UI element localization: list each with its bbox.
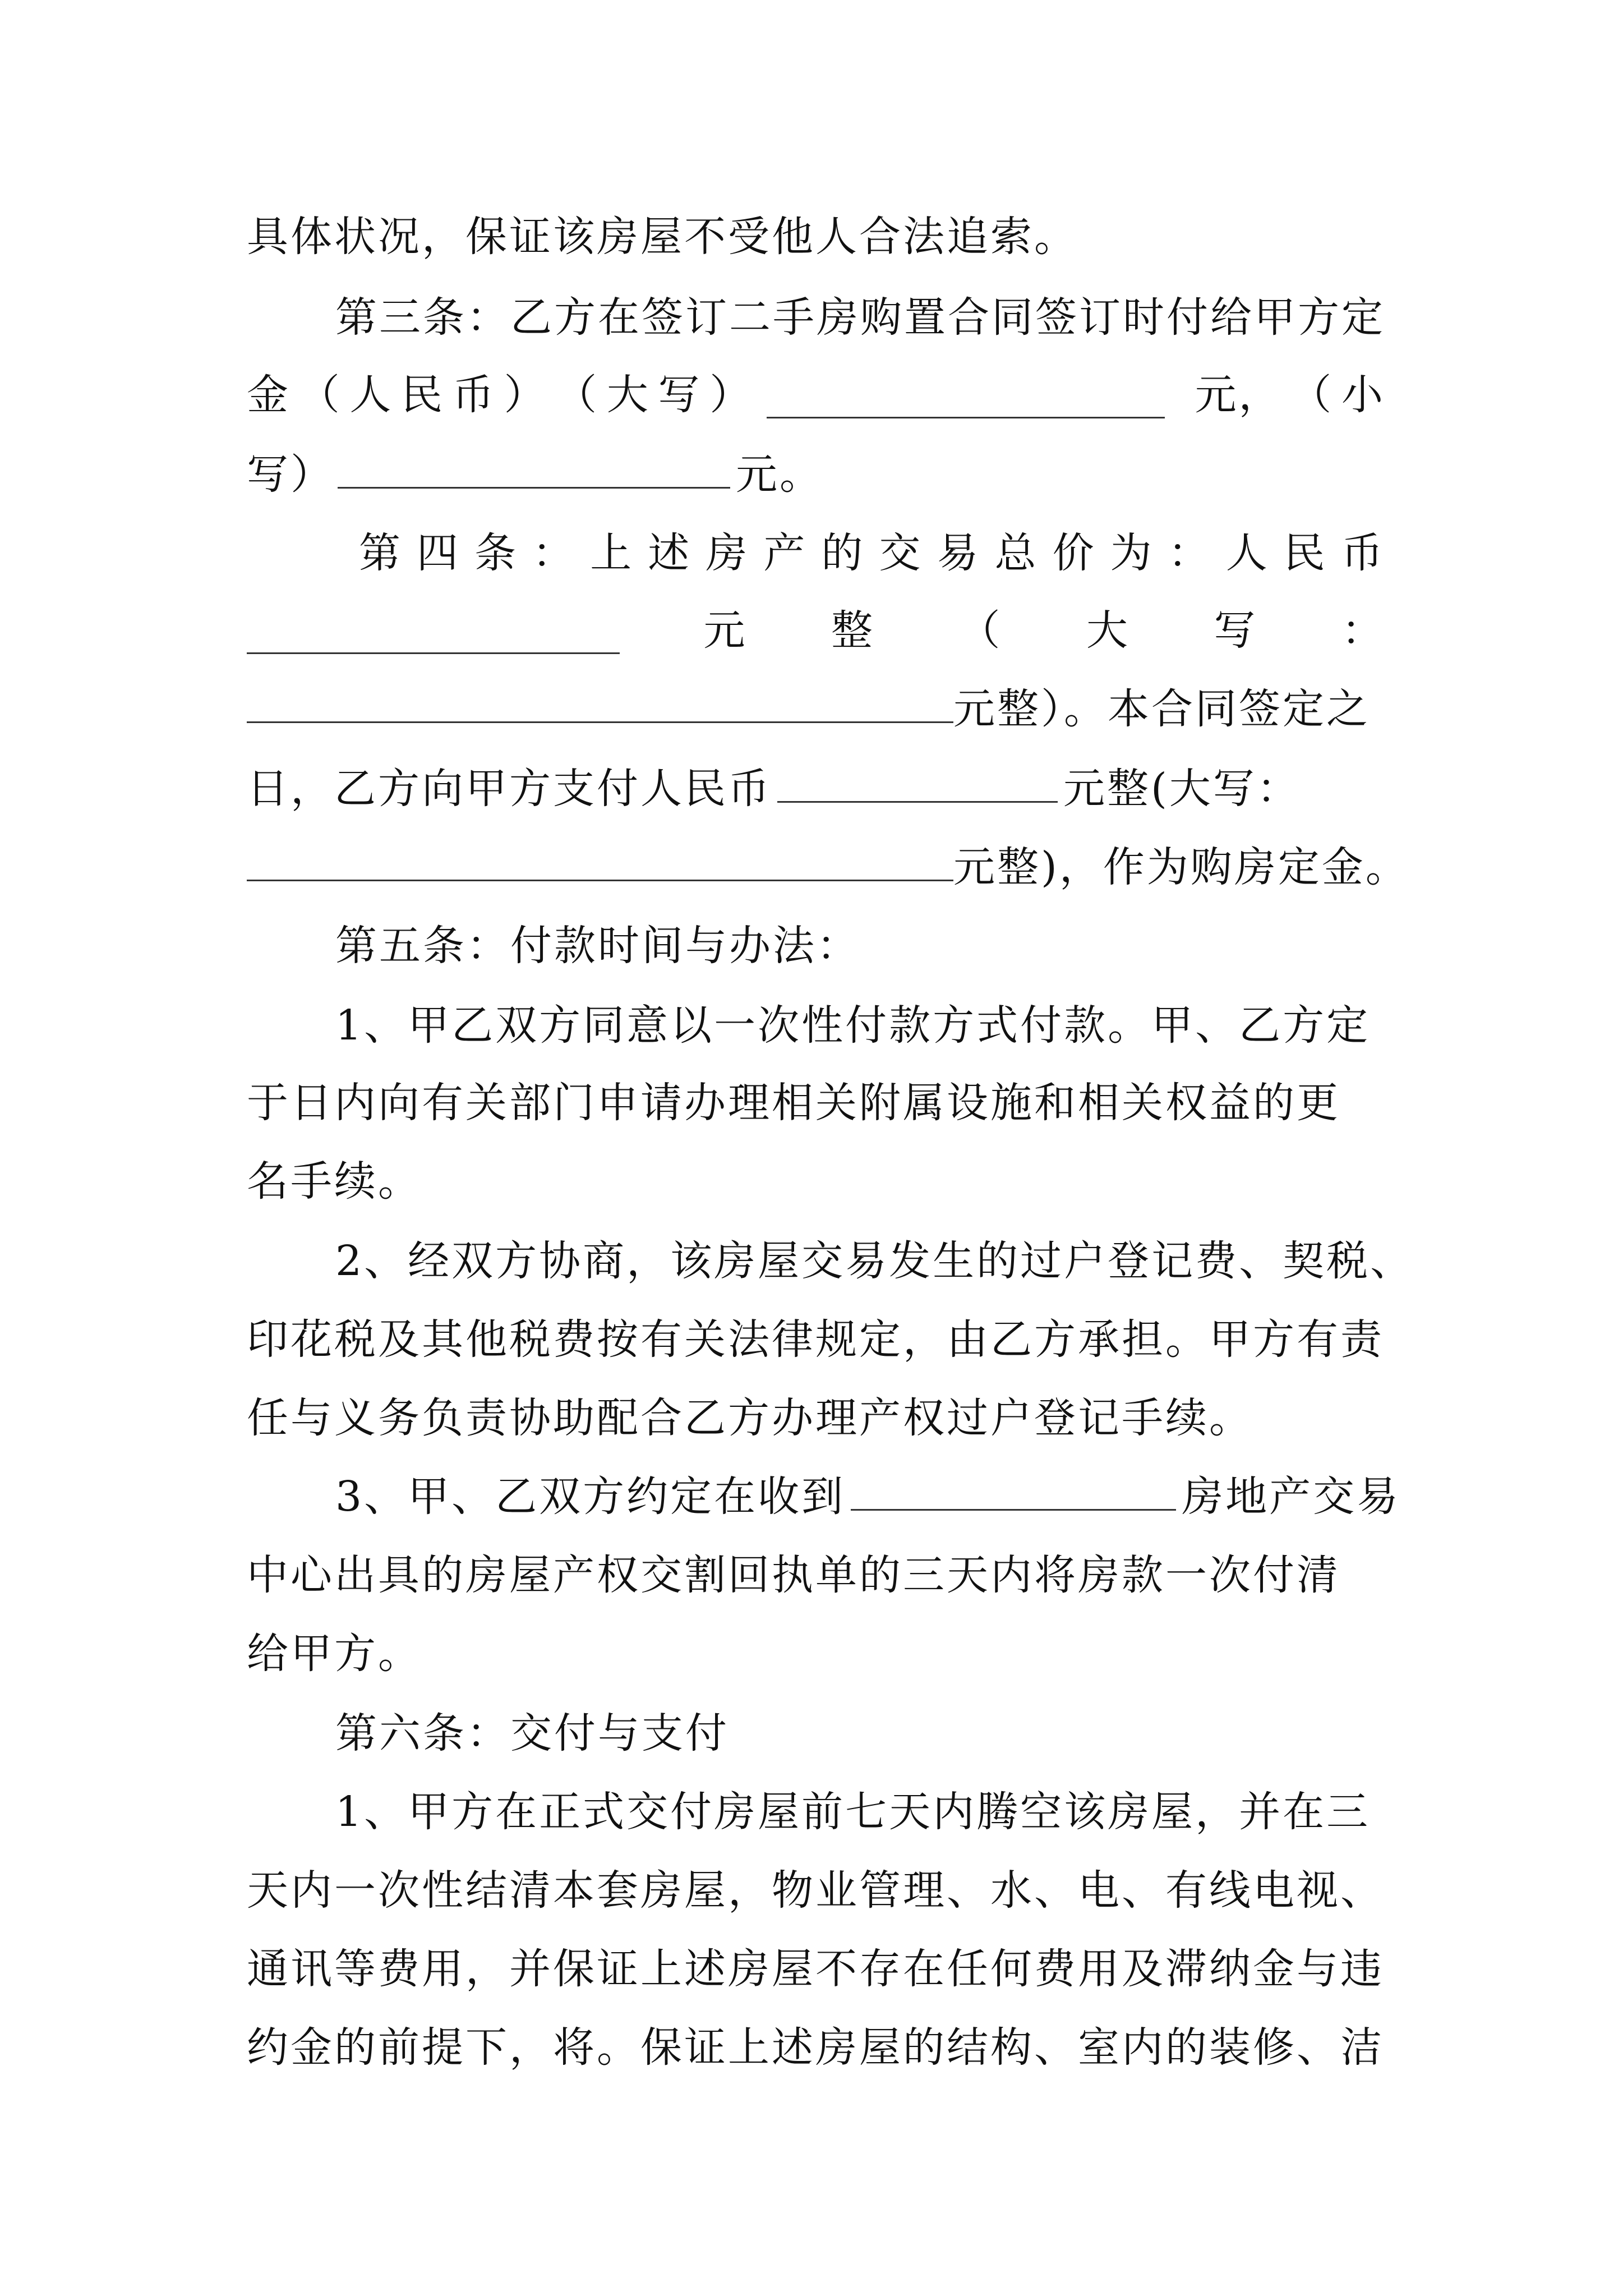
item-3-line [335,1463,1401,1530]
text-line: 于日内向有关部门申请办理相关附属设施和相关权益的更 [247,1079,1340,1127]
char: 金 [247,371,291,419]
article-3-deposit-line [247,361,1385,429]
char: 述 [648,529,692,577]
text: 房地产交易 [1182,1473,1401,1521]
char: 写 [1214,606,1258,655]
text: 写） [247,450,334,499]
char: 总 [994,529,1039,577]
total-price-blank[interactable] [247,608,620,654]
char: 大 [1086,606,1130,655]
char: ： [1341,606,1385,655]
text: 元。 [736,450,823,499]
char: ： [1168,529,1212,577]
article-5-heading: 第五条：付款时间与办法： [335,922,860,970]
char: 写 [658,371,702,419]
article-4-deposit-line [247,755,1385,822]
text-line: 具体状况，保证该房屋不受他人合法追索。 [247,213,1078,261]
char: 整 [831,606,875,655]
deposit-amount-uppercase-blank[interactable] [247,835,953,881]
char: 为 [1110,529,1154,577]
article-3-heading-line: 第三条：乙方在签订二手房购置合同签订时付给甲方定 [335,293,1385,342]
char: 币 [452,371,496,419]
text-line: 1、甲方在正式交付房屋前七天内腾空该房屋，并在三 [335,1788,1371,1836]
char: 大 [606,371,651,419]
text-line: 2、经双方协商，该房屋交易发生的过户登记费、契税、 [335,1237,1414,1285]
article-4-total-line [247,597,1385,664]
text-line: 中心出具的房屋产权交割回执单的三天内将房款一次付清 [247,1551,1340,1599]
char: 人 [1225,529,1270,577]
char: 四 [417,529,461,577]
text: 元整(大写： [1063,765,1301,813]
deposit-lowercase-blank[interactable] [338,442,730,489]
text-line: 印花税及其他税费按有关法律规定，由乙方承担。甲方有责 [247,1315,1384,1364]
article-6-heading: 第六条：交付与支付 [335,1709,729,1757]
char: （ [298,371,342,419]
text-line: 约金的前提下，将。保证上述房屋的结构、室内的装修、洁 [247,2023,1384,2072]
char: 元 [703,606,748,655]
text: 3、甲、乙双方约定在收到 [335,1473,846,1521]
text-line: 通讯等费用，并保证上述房屋不存在任何费用及滞纳金与违 [247,1945,1384,1993]
text-line: 给甲方。 [247,1630,422,1678]
char: 房 [706,529,750,577]
char: ： [532,529,577,577]
deposit-amount-blank[interactable] [777,756,1058,803]
text-line: 1、甲乙双方同意以一次性付款方式付款。甲、乙方定 [335,1001,1371,1050]
char: 上 [590,529,634,577]
exchange-center-blank[interactable] [851,1464,1176,1511]
text-line: 天内一次性结清本套房屋，物业管理、水、电、有线电视、 [247,1866,1384,1915]
text-line: 名手续。 [247,1157,422,1205]
total-price-uppercase-blank[interactable] [247,677,953,723]
char: 易 [937,529,981,577]
text-line: 任与义务负责协助配合乙方办理产权过户登记手续。 [247,1394,1253,1442]
article-4-deposit-uppercase-line [247,834,1409,901]
char: （ [555,371,600,419]
text: 元整）。本合同签定之 [953,685,1370,733]
char: 条 [474,529,519,577]
text: 元， [1195,371,1283,419]
char: 民 [401,371,445,419]
char: 民 [1283,529,1327,577]
char: 交 [879,529,923,577]
char: （ [1290,371,1334,419]
char: 币 [1341,529,1385,577]
article-4-heading-line [359,519,1385,587]
text: 元整)，作为购房定金。 [953,843,1409,891]
article-3-lowercase-line [247,441,1385,508]
char: 人 [349,371,394,419]
char: ） [504,371,548,419]
text: 日，乙方向甲方支付人民币 [247,765,772,813]
char: 产 [763,529,808,577]
char: 小 [1341,371,1385,419]
char: ） [709,371,754,419]
char: （ [958,606,1003,655]
deposit-uppercase-blank[interactable] [767,372,1165,418]
article-4-uppercase-line [247,675,1385,743]
char: 第 [359,529,403,577]
char: 的 [821,529,865,577]
char: 价 [1052,529,1096,577]
